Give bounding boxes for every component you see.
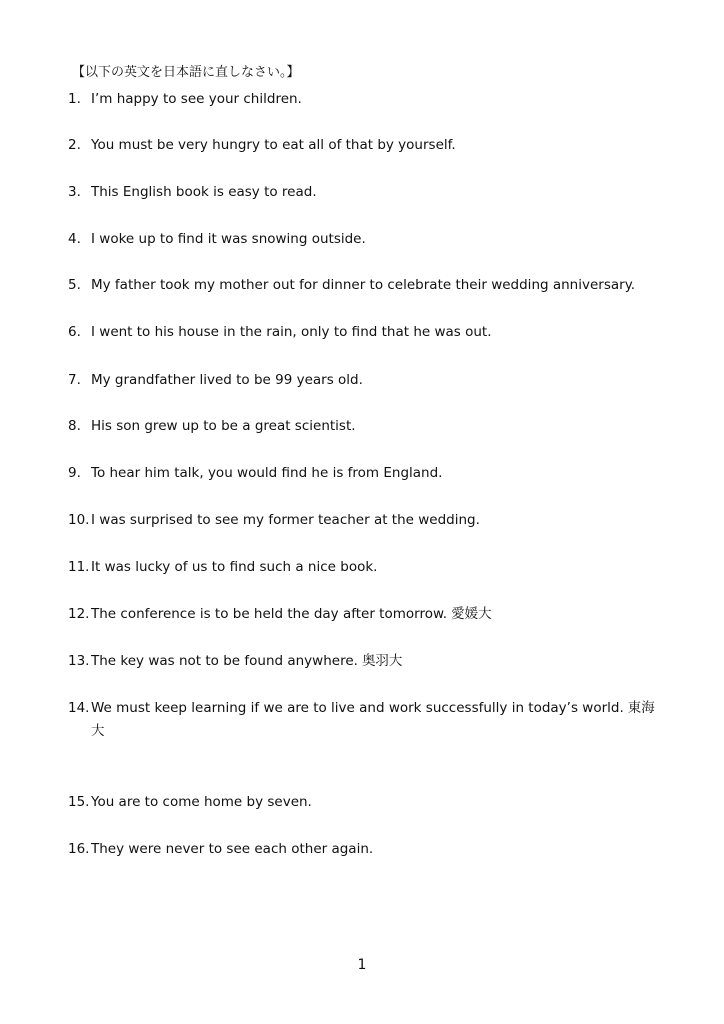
question-number: 16. xyxy=(68,841,90,857)
question-number: 15. xyxy=(68,794,90,810)
question-11 xyxy=(68,556,658,579)
question-6 xyxy=(68,321,658,344)
question-number: 2. xyxy=(68,137,81,153)
question-text: I’m happy to see your children. xyxy=(91,91,302,107)
source-university-note: 東海大 xyxy=(91,700,655,739)
question-number: 9. xyxy=(68,465,81,481)
question-9 xyxy=(68,462,658,485)
question-text: My father took my mother out for dinner to celebrate their wedding anniversary. xyxy=(91,277,636,293)
question-4 xyxy=(68,228,658,251)
question-text: The key was not to be found anywhere. 奥羽大 xyxy=(91,653,403,669)
page-number: 1 xyxy=(357,957,367,973)
question-number: 3. xyxy=(68,184,81,200)
question-15 xyxy=(68,791,658,814)
question-number: 14. xyxy=(68,700,90,716)
question-number: 13. xyxy=(68,653,90,669)
question-number: 10. xyxy=(68,512,90,528)
question-text: My grandfather lived to be 99 years old. xyxy=(91,372,363,388)
question-number: 7. xyxy=(68,372,81,388)
question-7 xyxy=(68,369,658,392)
question-text: I woke up to find it was snowing outside. xyxy=(91,231,366,247)
question-2 xyxy=(68,134,658,157)
question-number: 8. xyxy=(68,418,81,434)
instruction-heading: 【以下の英文を日本語に直しなさい。】 xyxy=(72,65,300,80)
question-3 xyxy=(68,181,658,204)
question-10 xyxy=(68,509,658,532)
question-1 xyxy=(68,88,658,111)
question-text: His son grew up to be a great scientist. xyxy=(91,418,356,434)
question-number: 4. xyxy=(68,231,81,247)
question-number: 11. xyxy=(68,559,90,575)
question-text: It was lucky of us to find such a nice book. xyxy=(91,559,378,575)
question-13 xyxy=(68,650,658,673)
question-16 xyxy=(68,838,658,861)
question-text: I was surprised to see my former teacher at the wedding. xyxy=(91,512,480,528)
question-number: 5. xyxy=(68,277,81,293)
question-text: We must keep learning if we are to live and work successfully in today’s world. 東海大 xyxy=(91,700,655,739)
question-5 xyxy=(68,274,658,297)
question-8 xyxy=(68,415,658,438)
question-text: This English book is easy to read. xyxy=(91,184,317,200)
question-text: The conference is to be held the day after tomorrow. 愛媛大 xyxy=(91,606,492,622)
question-text: They were never to see each other again. xyxy=(91,841,374,857)
question-text: You are to come home by seven. xyxy=(91,794,312,810)
question-12 xyxy=(68,603,658,626)
question-text: I went to his house in the rain, only to find that he was out. xyxy=(91,324,492,340)
question-number: 12. xyxy=(68,606,90,622)
question-number: 6. xyxy=(68,324,81,340)
question-number: 1. xyxy=(68,91,81,107)
question-text: You must be very hungry to eat all of that by yourself. xyxy=(91,137,456,153)
question-text: To hear him talk, you would find he is from England. xyxy=(91,465,443,481)
source-university-note: 奥羽大 xyxy=(361,653,403,669)
question-14 xyxy=(68,697,658,743)
source-university-note: 愛媛大 xyxy=(451,606,492,622)
